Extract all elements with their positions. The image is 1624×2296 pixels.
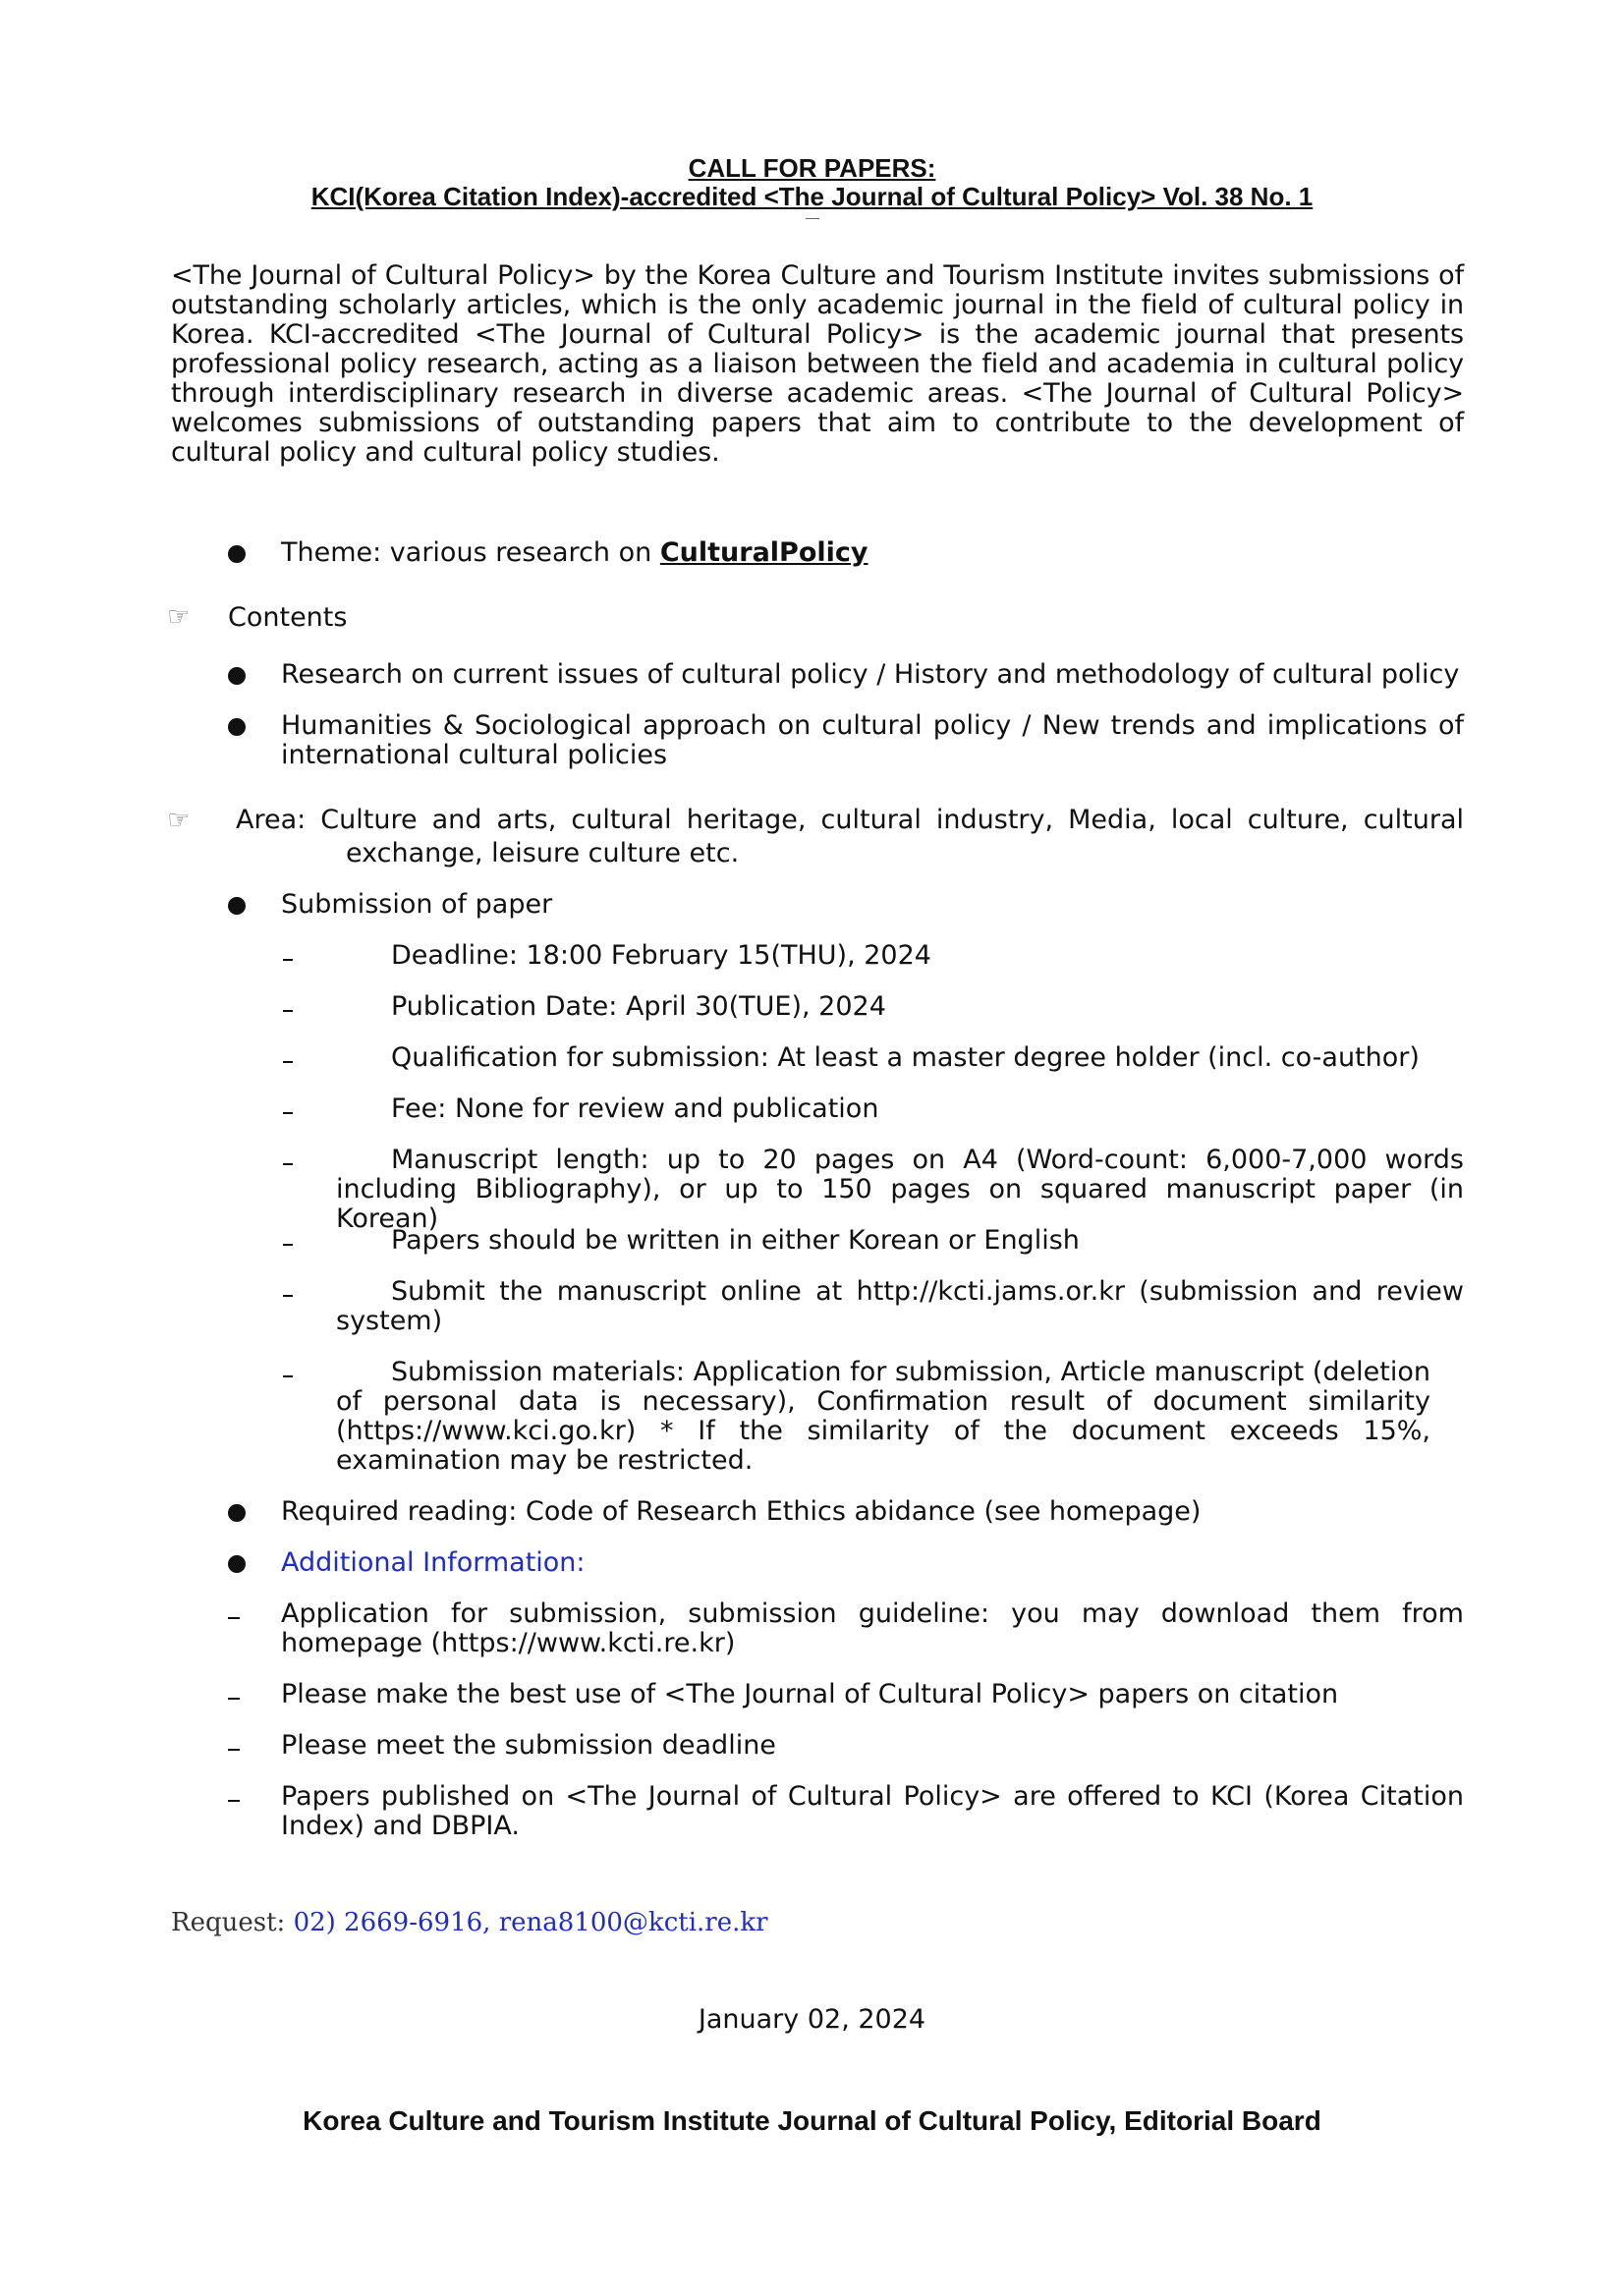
submission-item-fee: Fee: None for review and publication [391, 1093, 879, 1124]
submission-item-online: Submit the manuscript online at http://kcti.jams.or.kr (submission and review system) [336, 1276, 1464, 1336]
theme-label: Theme: various research on [281, 537, 652, 568]
submission-item-qualification: Qualification for submission: At least a master degree holder (incl. co-author) [391, 1042, 1420, 1073]
dash-icon [283, 959, 293, 961]
contents-item-2 [281, 711, 1464, 770]
theme-value: CulturalPolicy [659, 537, 868, 568]
document-date: January 02, 2024 [698, 2004, 926, 2035]
title-line-1: CALL FOR PAPERS: [688, 153, 936, 183]
dash-icon [283, 1112, 293, 1114]
bullet-icon [228, 545, 246, 563]
additional-item-indexing: Papers published on <The Journal of Cultural Policy> are offered to KCI (Korea Citation Index) and DBPIA. [281, 1781, 1464, 1841]
submission-item-materials: Submission materials: Application for submission, Article manuscript (deletion of personal data is necessary), Confirmation result of document similarity (https://www.kci.go.kr) * If the similarity of the document exceeds 15%, examination may be restricted. [336, 1357, 1430, 1476]
dash-icon [228, 1617, 240, 1619]
dash-icon [228, 1698, 240, 1700]
contents-item-2-text: Humanities & Sociological approach on cultural policy / New trends and implications of international cultural policies [281, 710, 1464, 770]
dash-icon [283, 1375, 293, 1377]
submission-label: Submission of paper [281, 889, 553, 920]
pointing-hand-icon: ☞ [167, 806, 191, 835]
dash-icon [283, 1244, 293, 1246]
pointing-hand-icon: ☞ [167, 602, 191, 632]
dash-icon [228, 1800, 240, 1802]
bullet-icon [228, 718, 246, 736]
submission-item-length: Manuscript length: up to 20 pages on A4 (Word-count: 6,000-7,000 words including Bibliography), or up to 150 pages on squared manuscript paper (in Korean) [336, 1145, 1464, 1234]
request-label: Request: [171, 1908, 286, 1937]
area-line-1: Area: Culture and arts, cultural heritage, cultural industry, Media, local culture, cultural [236, 805, 1464, 835]
divider-mark [806, 218, 819, 219]
submission-item-language: Papers should be written in either Korean or English [391, 1225, 1080, 1256]
intro-paragraph: <The Journal of Cultural Policy> by the Korea Culture and Tourism Institute invites submissions of outstanding scholarly articles, which is the only academic journal in the field of cultural policy in Korea. KCI-accredited <The Journal of Cultural Policy> is the academic journal that presents professional policy research, acting as a liaison between the field and academia in cultural policy through interdisciplinary research in diverse academic areas. <The Journal of Cultural Policy> welcomes submissions of outstanding papers that aim to contribute to the development of cultural policy and cultural policy studies. [171, 260, 1464, 468]
theme-line [281, 538, 868, 568]
bullet-icon [228, 667, 246, 685]
dash-icon [228, 1749, 240, 1751]
additional-item-deadline: Please meet the submission deadline [281, 1730, 776, 1761]
editorial-board-signature: Korea Culture and Tourism Institute Journal of Cultural Policy, Editorial Board [303, 2105, 1321, 2136]
dash-icon [283, 1163, 293, 1165]
area-line-2: exchange, leisure culture etc. [346, 838, 740, 868]
dash-icon [283, 1010, 293, 1012]
dash-icon [283, 1061, 293, 1063]
bullet-icon [228, 897, 246, 915]
submission-item-deadline: Deadline: 18:00 February 15(THU), 2024 [391, 940, 931, 971]
contents-item-1: Research on current issues of cultural policy / History and methodology of cultural policy [281, 659, 1460, 690]
submission-item-publication: Publication Date: April 30(TUE), 2024 [391, 991, 886, 1022]
title-line-2: KCI(Korea Citation Index)-accredited <The Journal of Cultural Policy> Vol. 38 No. 1 [310, 182, 1314, 211]
request-line [171, 1908, 768, 1937]
required-reading: Required reading: Code of Research Ethics abidance (see homepage) [281, 1496, 1202, 1527]
additional-info-label: Additional Information: [281, 1547, 586, 1578]
contents-label: Contents [228, 602, 348, 633]
bullet-icon [228, 1555, 246, 1573]
additional-item-download: Application for submission, submission guideline: you may download them from homepage (https://www.kcti.re.kr) [281, 1598, 1464, 1658]
bullet-icon [228, 1504, 246, 1522]
dash-icon [283, 1295, 293, 1297]
additional-item-citation: Please make the best use of <The Journal of Cultural Policy> papers on citation [281, 1679, 1339, 1709]
request-contact[interactable]: 02) 2669-6916, rena8100@kcti.re.kr [293, 1908, 768, 1937]
